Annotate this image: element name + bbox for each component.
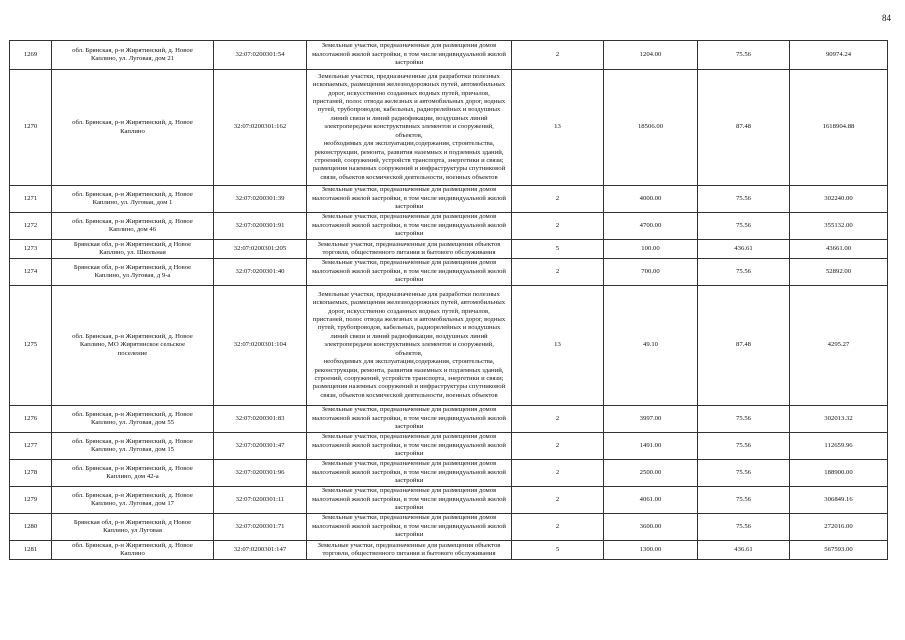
cadastral-value-cell: 302240.00 xyxy=(790,186,888,213)
specific-value-cell: 87.48 xyxy=(698,70,790,186)
cadastral-value-cell: 90974.24 xyxy=(790,41,888,70)
table-row xyxy=(10,514,888,541)
cadastral-value-cell: 306849.16 xyxy=(790,487,888,514)
specific-value-cell: 75.56 xyxy=(698,41,790,70)
address-cell: обл. Брянская, р-н Жирятинский, д. Новое Каплино, ул. Луговая, дом 55 xyxy=(52,406,214,433)
cadastral-number-cell: 32:07:0200301:71 xyxy=(214,514,307,541)
cadastral-value-cell: 52892.00 xyxy=(790,259,888,286)
cadastral-number-cell: 32:07:0200301:39 xyxy=(214,186,307,213)
row-number: 1279 xyxy=(10,487,52,514)
address-cell: обл. Брянская, р-н Жирятинский, д. Новое Каплино, ул. Луговая, дом 1 xyxy=(52,186,214,213)
use-group-cell: 5 xyxy=(512,240,604,259)
land-use-cell: Земельные участки, предназначенные для размещения домов малоэтажной жилой застройки, в том числе индивидуальной жилой застройки xyxy=(307,433,512,460)
use-group-cell: 2 xyxy=(512,186,604,213)
cadastral-table xyxy=(9,40,888,560)
page-number: 84 xyxy=(882,13,891,23)
row-number: 1278 xyxy=(10,460,52,487)
row-number: 1270 xyxy=(10,70,52,186)
table-row xyxy=(10,433,888,460)
use-group-cell: 2 xyxy=(512,41,604,70)
cadastral-value-cell: 355132.00 xyxy=(790,213,888,240)
use-group-cell: 13 xyxy=(512,70,604,186)
use-group-cell: 2 xyxy=(512,406,604,433)
table-row xyxy=(10,487,888,514)
land-use-cell: Земельные участки, предназначенные для размещения домов малоэтажной жилой застройки, в том числе индивидуальной жилой застройки xyxy=(307,259,512,286)
cadastral-number-cell: 32:07:0200301:83 xyxy=(214,406,307,433)
row-number: 1273 xyxy=(10,240,52,259)
use-group-cell: 2 xyxy=(512,433,604,460)
area-cell: 3600.00 xyxy=(604,514,698,541)
cadastral-number-cell: 32:07:0200301:54 xyxy=(214,41,307,70)
specific-value-cell: 75.56 xyxy=(698,433,790,460)
use-group-cell: 2 xyxy=(512,514,604,541)
row-number: 1272 xyxy=(10,213,52,240)
cadastral-number-cell: 32:07:0200301:40 xyxy=(214,259,307,286)
address-cell: обл. Брянская, р-н Жирятинский, д. Новое Каплино, дом 42-а xyxy=(52,460,214,487)
land-use-cell: Земельные участки, предназначенные для размещения домов малоэтажной жилой застройки, в том числе индивидуальной жилой застройки xyxy=(307,460,512,487)
land-use-cell: Земельные участки, предназначенные для размещения домов малоэтажной жилой застройки, в том числе индивидуальной жилой застройки xyxy=(307,514,512,541)
cadastral-value-cell: 4295.27 xyxy=(790,286,888,406)
land-use-cell: Земельные участки, предназначенные для разработки полезных ископаемых, размещения железнодорожных путей, автомобильных дорог, искусственно созданных водных путей, причалов, пристаней, полос отвода железных и автомобильных дорог, водных путей, трубопроводов, кабельных, радиорелейных и воздушных линий связи и линий радиофикации, воздушных линий электропередачи конструктивных элементов и сооружений, объектов, необходимых для эксплуатации,содержания, строительства, реконструкции, ремонта, развития наземных и подземных зданий, строений, сооружений, устройств транспорта, энергетики и связи; размещения наземных сооружений и инфраструктуры спутниковой связи, объектов космической деятельности, военных объектов xyxy=(307,286,512,406)
row-number: 1271 xyxy=(10,186,52,213)
area-cell: 18506.00 xyxy=(604,70,698,186)
row-number: 1280 xyxy=(10,514,52,541)
cadastral-value-cell: 43661.00 xyxy=(790,240,888,259)
address-cell: обл. Брянская, р-н Жирятинский, д. Новое Каплино, МО Жирятинское сельское поселение xyxy=(52,286,214,406)
use-group-cell: 13 xyxy=(512,286,604,406)
row-number: 1277 xyxy=(10,433,52,460)
use-group-cell: 2 xyxy=(512,259,604,286)
cadastral-number-cell: 32:07:0200301:205 xyxy=(214,240,307,259)
cadastral-number-cell: 32:07:0200301:147 xyxy=(214,541,307,560)
land-use-cell: Земельные участки, предназначенные для размещения домов малоэтажной жилой застройки, в том числе индивидуальной жилой застройки xyxy=(307,487,512,514)
area-cell: 1491.00 xyxy=(604,433,698,460)
use-group-cell: 2 xyxy=(512,213,604,240)
table-row xyxy=(10,240,888,259)
address-cell: обл. Брянская, р-н Жирятинский, д. Новое Каплино, ул. Луговая, дом 15 xyxy=(52,433,214,460)
area-cell: 1204.00 xyxy=(604,41,698,70)
cadastral-value-cell: 567593.00 xyxy=(790,541,888,560)
cadastral-number-cell: 32:07:0200301:96 xyxy=(214,460,307,487)
row-number: 1281 xyxy=(10,541,52,560)
use-group-cell: 5 xyxy=(512,541,604,560)
table-row xyxy=(10,406,888,433)
row-number: 1269 xyxy=(10,41,52,70)
land-use-cell: Земельные участки, предназначенные для размещения домов малоэтажной жилой застройки, в том числе индивидуальной жилой застройки xyxy=(307,213,512,240)
row-number: 1275 xyxy=(10,286,52,406)
cadastral-number-cell: 32:07:0200301:104 xyxy=(214,286,307,406)
specific-value-cell: 75.56 xyxy=(698,487,790,514)
table-row xyxy=(10,286,888,406)
area-cell: 3997.00 xyxy=(604,406,698,433)
address-cell: Брянская обл, р-н Жирятинский, д Новое Каплино, ул. Школьная xyxy=(52,240,214,259)
area-cell: 2500.00 xyxy=(604,460,698,487)
cadastral-number-cell: 32:07:0200301:162 xyxy=(214,70,307,186)
table-row xyxy=(10,259,888,286)
area-cell: 4700.00 xyxy=(604,213,698,240)
address-cell: обл. Брянская, р-н Жирятинский, д. Новое Каплино, дом 46 xyxy=(52,213,214,240)
land-use-cell: Земельные участки, предназначенные для размещения объектов торговли, общественного питания и бытового обслуживания xyxy=(307,240,512,259)
table-row xyxy=(10,213,888,240)
use-group-cell: 2 xyxy=(512,487,604,514)
land-use-cell: Земельные участки, предназначенные для размещения объектов торговли, общественного питания и бытового обслуживания xyxy=(307,541,512,560)
cadastral-value-cell: 112659.96 xyxy=(790,433,888,460)
address-cell: обл. Брянская, р-н Жирятинский, д. Новое Каплино, ул. Луговая, дом 21 xyxy=(52,41,214,70)
specific-value-cell: 75.56 xyxy=(698,213,790,240)
specific-value-cell: 436.61 xyxy=(698,541,790,560)
address-cell: обл. Брянская, р-н Жирятинский, д. Новое Каплино, ул. Луговая, дом 17 xyxy=(52,487,214,514)
area-cell: 49.10 xyxy=(604,286,698,406)
area-cell: 4000.00 xyxy=(604,186,698,213)
specific-value-cell: 75.56 xyxy=(698,259,790,286)
table-row xyxy=(10,541,888,560)
cadastral-value-cell: 188900.00 xyxy=(790,460,888,487)
address-cell: Брянская обл, р-н Жирятинский, д Новое Каплино, ул Луговая xyxy=(52,514,214,541)
area-cell: 700.00 xyxy=(604,259,698,286)
table-row xyxy=(10,460,888,487)
land-use-cell: Земельные участки, предназначенные для размещения домов малоэтажной жилой застройки, в том числе индивидуальной жилой застройки xyxy=(307,406,512,433)
area-cell: 4061.00 xyxy=(604,487,698,514)
address-cell: Брянская обл, р-н Жирятинский, д Новое Каплино, ул Луговая, д 9-а xyxy=(52,259,214,286)
cadastral-value-cell: 272016.00 xyxy=(790,514,888,541)
land-use-cell: Земельные участки, предназначенные для разработки полезных ископаемых, размещения железнодорожных путей, автомобильных дорог, искусственно созданных водных путей, причалов, пристаней, полос отвода железных и автомобильных дорог, водных путей, трубопроводов, кабельных, радиорелейных и воздушных линий связи и линий радиофикации, воздушных линий электропередачи конструктивных элементов и сооружений, объектов, необходимых для эксплуатации,содержания, строительства, реконструкции, ремонта, развития наземных и подземных зданий, строений, сооружений, устройств транспорта, энергетики и связи; размещения наземных сооружений и инфраструктуры спутниковой связи, объектов космической деятельности, военных объектов xyxy=(307,70,512,186)
land-use-cell: Земельные участки, предназначенные для размещения домов малоэтажной жилой застройки, в том числе индивидуальной жилой застройки xyxy=(307,186,512,213)
cadastral-number-cell: 32:07:0200301:47 xyxy=(214,433,307,460)
specific-value-cell: 75.56 xyxy=(698,514,790,541)
cadastral-number-cell: 32:07:0200301:91 xyxy=(214,213,307,240)
address-cell: обл. Брянская, р-н Жирятинский, д. Новое Каплино xyxy=(52,541,214,560)
cadastral-value-cell: 302013.32 xyxy=(790,406,888,433)
address-cell: обл. Брянская, р-н Жирятинский, д. Новое Каплино xyxy=(52,70,214,186)
specific-value-cell: 436.61 xyxy=(698,240,790,259)
specific-value-cell: 75.56 xyxy=(698,186,790,213)
table-row xyxy=(10,41,888,70)
land-use-cell: Земельные участки, предназначенные для размещения домов малоэтажной жилой застройки, в том числе индивидуальной жилой застройки xyxy=(307,41,512,70)
area-cell: 1300.00 xyxy=(604,541,698,560)
specific-value-cell: 87.48 xyxy=(698,286,790,406)
cadastral-value-cell: 1618904.88 xyxy=(790,70,888,186)
specific-value-cell: 75.56 xyxy=(698,460,790,487)
table-row xyxy=(10,70,888,186)
cadastral-number-cell: 32:07:0200301:11 xyxy=(214,487,307,514)
row-number: 1276 xyxy=(10,406,52,433)
area-cell: 100.00 xyxy=(604,240,698,259)
row-number: 1274 xyxy=(10,259,52,286)
specific-value-cell: 75.56 xyxy=(698,406,790,433)
table-row xyxy=(10,186,888,213)
use-group-cell: 2 xyxy=(512,460,604,487)
